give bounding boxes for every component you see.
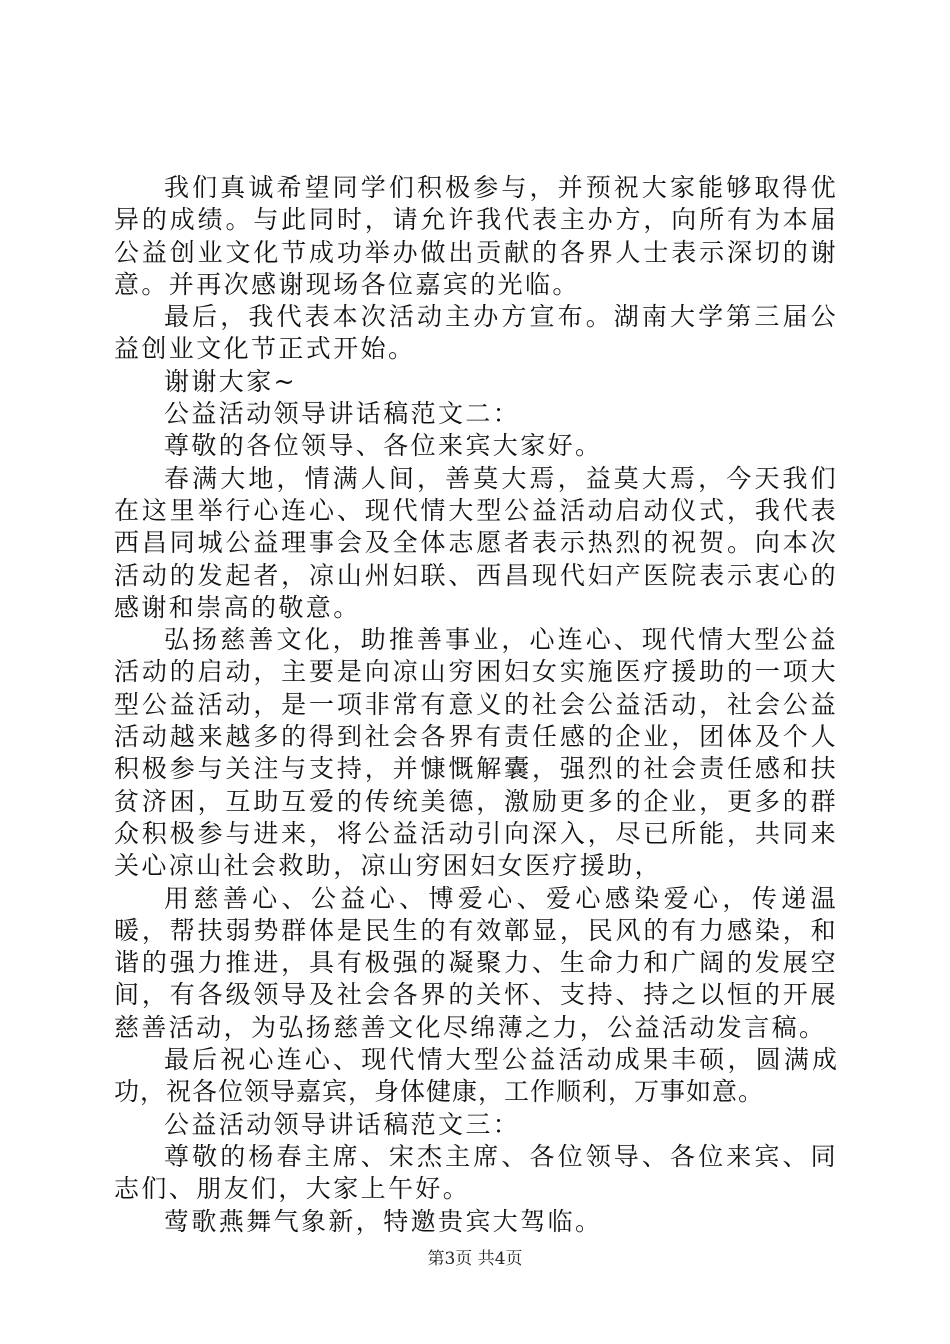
paragraph: 尊敬的杨春主席、宋杰主席、各位领导、各位来宾、同志们、朋友们，大家上午好。 [114,1141,838,1204]
section-heading: 公益活动领导讲话稿范文三： [164,1109,521,1139]
paragraph: 春满大地，情满人间，善莫大焉，益莫大焉，今天我们在这里举行心连心、现代情大型公益活动启动仪式，我代表西昌同城公益理事会及全体志愿者表示热烈的祝贺。向本次活动的发起者，凉山州妇联、西昌现代妇产医院表示衷心的感谢和崇高的敬意。 [114,463,838,622]
paragraph: 莺歌燕舞气象新，特邀贵宾大驾临。 [164,1206,603,1236]
section-heading: 公益活动领导讲话稿范文二： [164,399,521,429]
paragraph: 最后，我代表本次活动主办方宣布。湖南大学第三届公益创业文化节正式开始。 [114,302,838,364]
paragraph: 用慈善心、公益心、博爱心、爱心感染爱心，传递温暖，帮扶弱势群体是民生的有效鄣显，民风的有力感染，和谐的强力推进，具有极强的凝聚力、生命力和广阔的发展空间，有各级领导及社会各界的关怀、支持、持之以恒的开展慈善活动，为弘扬慈善文化尽绵薄之力，公益活动发言稿。 [114,883,838,1042]
paragraph: 我们真诚希望同学们积极参与，并预祝大家能够取得优异的成绩。与此同时，请允许我代表主办方，向所有为本届公益创业文化节成功举办做出贡献的各界人士表示深切的谢意。并再次感谢现场各位嘉宾的光临。 [114,173,838,299]
paragraph: 谢谢大家~ [164,366,297,396]
paragraph: 最后祝心连心、现代情大型公益活动成果丰硕，圆满成功，祝各位领导嘉宾，身体健康，工作顺利，万事如意。 [114,1045,838,1107]
paragraph: 弘扬慈善文化，助推善事业，心连心、现代情大型公益活动的启动，主要是向凉山穷困妇女实施医疗援助的一项大型公益活动，是一项非常有意义的社会公益活动，社会公益活动越来越多的得到社会各界有责任感的企业，团体及个人积极参与关注与支持，并慷慨解囊，强烈的社会责任感和扶贫济困，互助互爱的传统美德，激励更多的企业，更多的群众积极参与进来，将公益活动引向深入，尽已所能，共同来关心凉山社会救助，凉山穷困妇女医疗援助， [114,625,838,881]
document-body [114,172,838,1238]
page-number: 第3页 共4页 [427,1249,523,1269]
paragraph: 尊敬的各位领导、各位来宾大家好。 [164,431,603,461]
